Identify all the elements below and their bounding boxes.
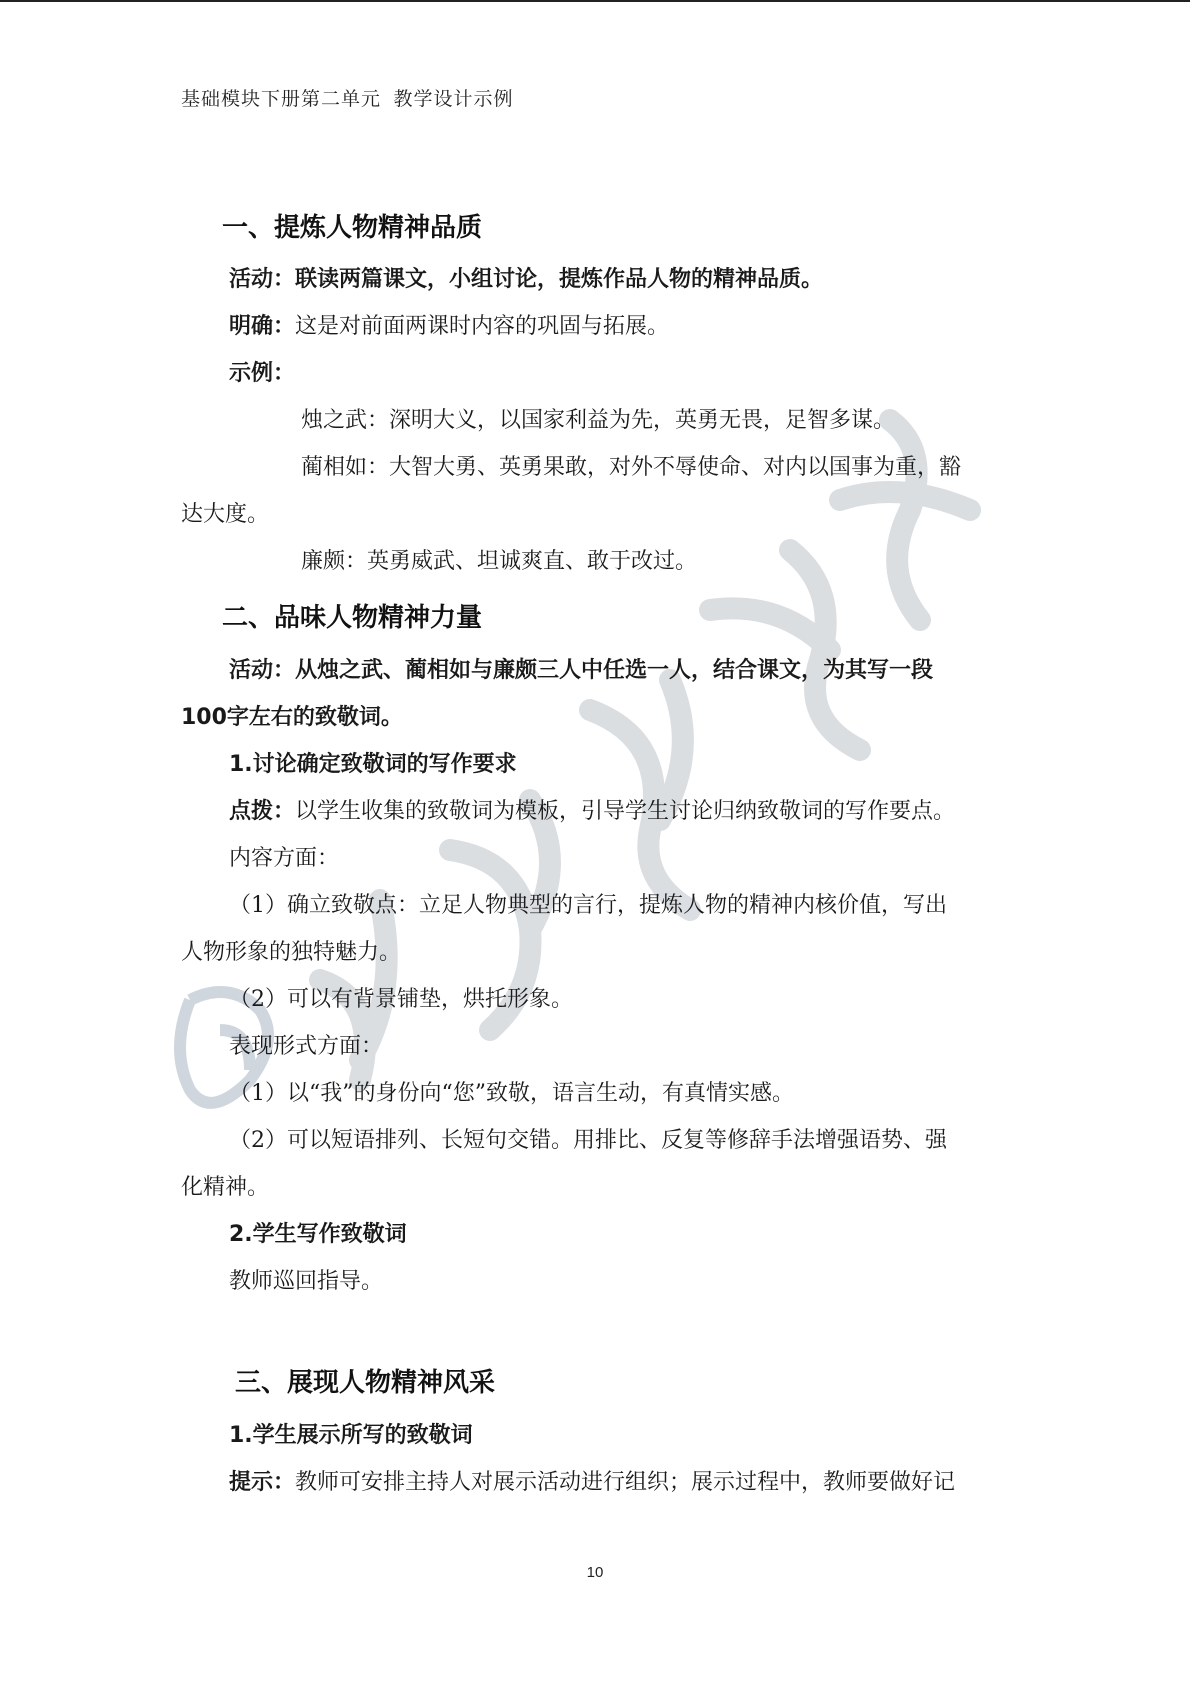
content-item2: （2）可以有背景铺垫，烘托形象。	[229, 987, 573, 1012]
content-item1-line2: 人物形象的独特魅力。	[181, 940, 402, 965]
content-item1-line1: （1）确立致敬点：立足人物典型的言行，提炼人物的精神内核价值，写出	[229, 893, 947, 918]
section2-sub2: 2.学生写作致敬词	[229, 1222, 407, 1247]
clarify-text: 这是对前面两课时内容的巩固与拓展。	[295, 314, 670, 339]
hint-text: 教师可安排主持人对展示活动进行组织；展示过程中，教师要做好记	[295, 1470, 956, 1495]
top-border-line	[0, 0, 1190, 2]
example-linxiangru-line2: 达大度。	[181, 502, 270, 527]
section2-activity-line2: 100字左右的致敬词。	[181, 705, 403, 730]
section2-activity-line1: 活动：从烛之武、蔺相如与廉颇三人中任选一人，结合课文，为其写一段	[229, 658, 934, 683]
running-header: 基础模块下册第二单元 教学设计示例	[181, 88, 514, 110]
page-number: 10	[586, 1564, 604, 1581]
clarify-label: 明确：	[229, 314, 296, 339]
activity-label: 活动：	[229, 267, 296, 292]
form-item2-line1: （2）可以短语排列、长短句交错。用排比、反复等修辞手法增强语势、强	[229, 1128, 947, 1153]
form-item2-line2: 化精神。	[181, 1175, 270, 1200]
form-aspect: 表现形式方面：	[229, 1034, 384, 1059]
activity-text: 联读两篇课文，小组讨论，提炼作品人物的精神品质。	[295, 267, 824, 292]
section2-sub1: 1.讨论确定致敬词的写作要求	[229, 752, 517, 777]
section1-activity	[229, 262, 823, 293]
example-lianpo: 廉颇：英勇威武、坦诚爽直、敢于改过。	[301, 549, 698, 574]
section2-title: 二、品味人物精神力量	[222, 603, 483, 633]
example-label: 示例：	[229, 361, 296, 386]
tip-label: 点拨：	[229, 799, 296, 824]
example-linxiangru-line1: 蔺相如：大智大勇、英勇果敢，对外不辱使命、对内以国事为重，豁	[301, 455, 962, 480]
section3-sub1: 1.学生展示所写的致敬词	[229, 1423, 473, 1448]
content-aspect: 内容方面：	[229, 846, 340, 871]
section2-tip	[229, 794, 955, 825]
section3-hint	[229, 1465, 955, 1496]
form-item1: （1）以“我”的身份向“您”致敬，语言生动，有真情实感。	[229, 1081, 794, 1106]
hint-label: 提示：	[229, 1470, 296, 1495]
section2-sub2-text: 教师巡回指导。	[229, 1269, 384, 1294]
section1-clarify	[229, 309, 669, 340]
tip-text: 以学生收集的致敬词为模板，引导学生讨论归纳致敬词的写作要点。	[295, 799, 956, 824]
section3-title: 三、展现人物精神风采	[235, 1368, 496, 1398]
section1-title: 一、提炼人物精神品质	[222, 213, 483, 243]
watermark-calligraphy-icon	[150, 380, 1050, 1180]
example-zhuzhiwu: 烛之武：深明大义，以国家利益为先，英勇无畏，足智多谋。	[301, 408, 896, 433]
